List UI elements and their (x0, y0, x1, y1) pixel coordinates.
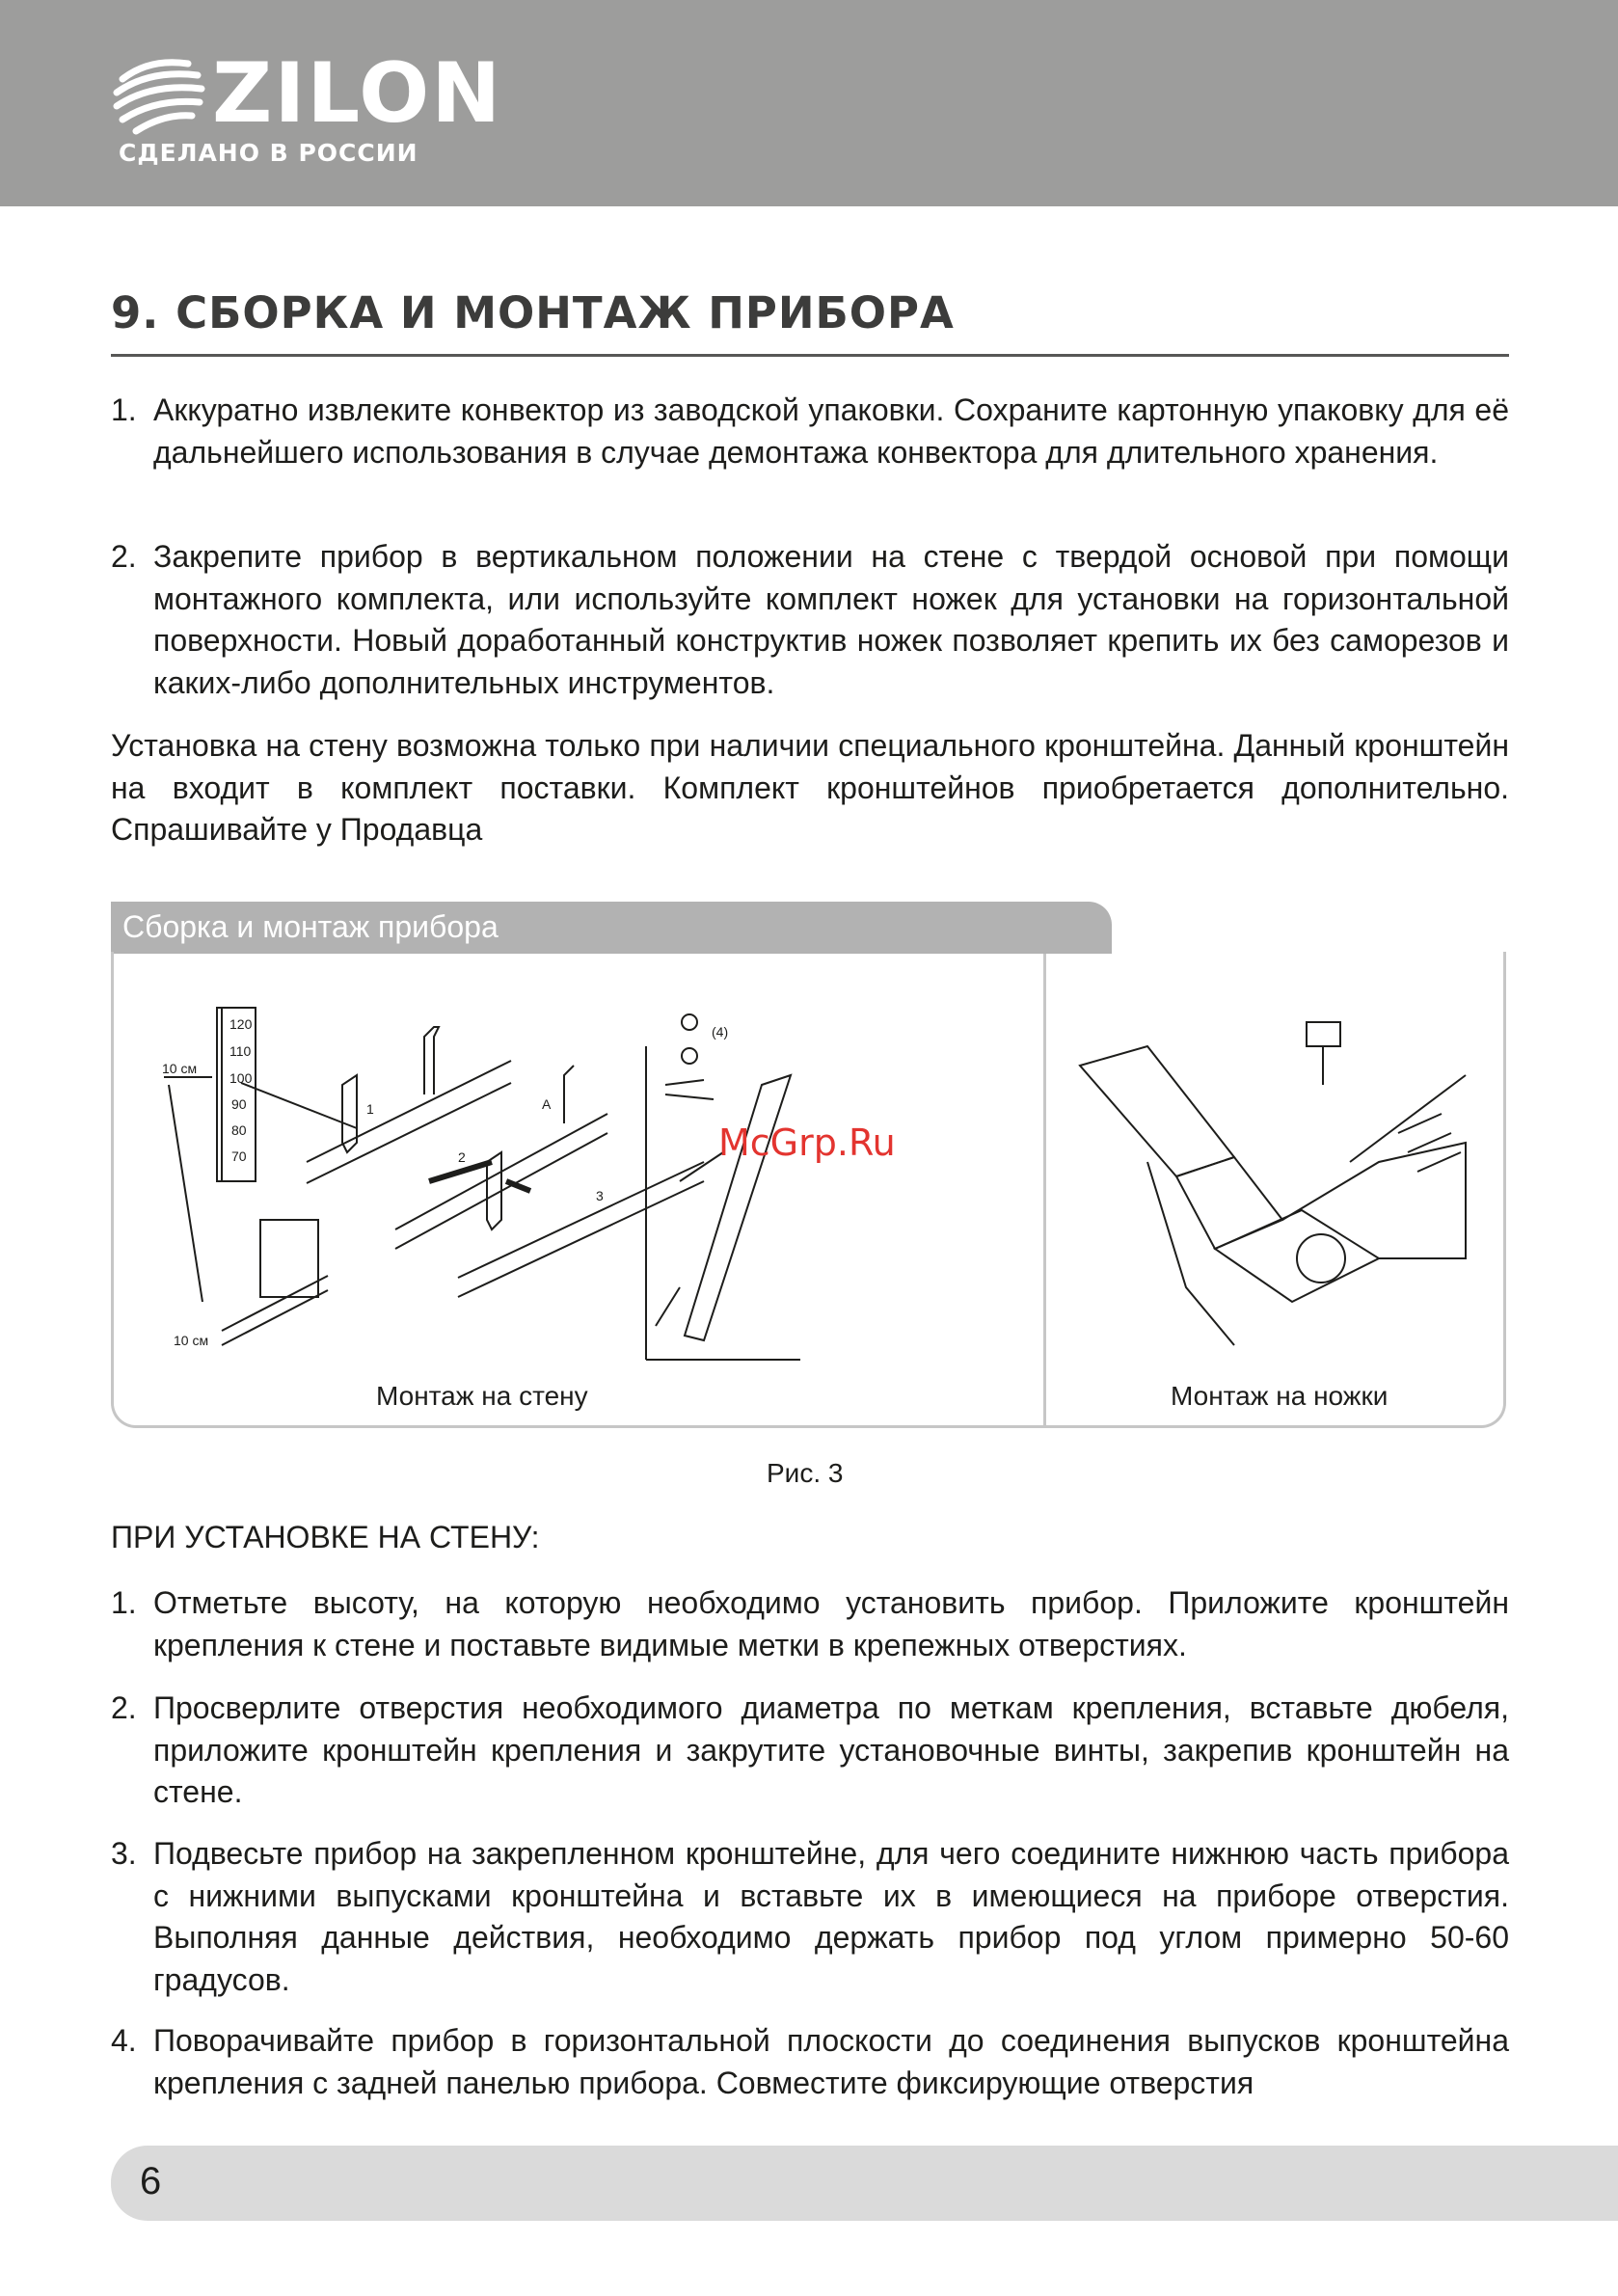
callout-1: 1 (366, 1101, 374, 1117)
scale-label: 100 (229, 1070, 253, 1086)
list-item-number: 3. (111, 1836, 137, 1871)
list-item-number: 1. (111, 1585, 137, 1620)
list-item (111, 536, 1509, 704)
callout-2: 2 (458, 1149, 466, 1165)
scale-label: 70 (231, 1148, 247, 1164)
wall-install-heading: ПРИ УСТАНОВКЕ НА СТЕНУ: (111, 1520, 540, 1554)
title-divider (111, 354, 1509, 357)
scale-label: 90 (231, 1096, 247, 1112)
brand-tagline: СДЕЛАНО В РОССИИ (119, 139, 418, 167)
list-item-number: 2. (111, 539, 137, 574)
figure-tab (111, 902, 1112, 954)
wall-mount-illustration (125, 969, 1041, 1374)
callout-3: 3 (596, 1188, 604, 1203)
list-item-number: 4. (111, 2023, 137, 2058)
scale-label: 110 (229, 1043, 252, 1059)
dimension-label-top: 10 см (162, 1061, 198, 1076)
list-item (111, 390, 1509, 473)
globe-icon (111, 50, 207, 137)
dimension-label-bottom: 10 см (174, 1333, 209, 1348)
list-item-text: Просверлите отверстия необходимого диаметра по меткам крепления, вставьте дюбеля, приложите кронштейн крепления и закрутите установочные винты, закрепив кронштейн на стене. (153, 1690, 1509, 1809)
list-item-number: 2. (111, 1690, 137, 1725)
legs-mount-illustration (1061, 969, 1490, 1355)
list-item (111, 1833, 1509, 2001)
list-item (111, 2020, 1509, 2104)
list-item (111, 1688, 1509, 1814)
list-item (111, 1582, 1509, 1666)
brand-name: ZILON (212, 45, 503, 142)
list-item-text: Подвесьте прибор на закрепленном кронштейне, для чего соедините нижнюю часть прибора с нижними выпусками кронштейна и вставьте их в имеющиеся на приборе отверстия. Выполняя данные действия, необходимо держать прибор под углом примерно 50-60 градусов. (153, 1836, 1509, 1997)
watermark: McGrp.Ru (718, 1121, 896, 1164)
list-item-number: 1. (111, 392, 137, 427)
section-title: 9. СБОРКА И МОНТАЖ ПРИБОРА (111, 287, 955, 338)
scale-label: 80 (231, 1122, 247, 1138)
list-item-text: Аккуратно извлеките конвектор из заводской упаковки. Сохраните картонную упаковку для её дальнейшего использования в случае демонтажа конвектора для длительного хранения. (153, 392, 1509, 470)
footer-bar (111, 2146, 1618, 2221)
legs-mount-caption: Монтаж на ножки (1171, 1381, 1389, 1411)
figure-number: Рис. 3 (767, 1458, 844, 1488)
list-item-text: Отметьте высоту, на которую необходимо установить прибор. Приложите кронштейн крепления к стене и поставьте видимые метки в крепежных отверстиях. (153, 1585, 1509, 1662)
wall-mount-caption: Монтаж на стену (376, 1381, 588, 1411)
figure-tab-title: Сборка и монтаж прибора (122, 909, 499, 944)
page-number: 6 (140, 2160, 162, 2202)
figure-divider (1043, 954, 1046, 1426)
list-item-text: Поворачивайте прибор в горизонтальной плоскости до соединения выпусков кронштейна крепления с задней панелью прибора. Совместите фиксирующие отверстия (153, 2023, 1509, 2100)
callout-a: A (542, 1096, 552, 1112)
list-item-text: Закрепите прибор в вертикальном положении на стене с твердой основой при помощи монтажного комплекта, или используйте комплект ножек для установки на горизонтальной поверхности. Новый доработанный конструктив ножек позволяет крепить их без саморезов и каких-либо дополнительных инструментов. (153, 539, 1509, 700)
page-header (0, 0, 1618, 206)
scale-label: 120 (229, 1016, 253, 1032)
callout-4: (4) (712, 1024, 729, 1040)
bracket-note: Установка на стену возможна только при наличии специального кронштейна. Данный кронштейн на входит в комплект поставки. Комплект кронштейнов приобретается дополнительно. Спрашивайте у Продавца (111, 728, 1509, 847)
zilon-logo (111, 45, 503, 171)
